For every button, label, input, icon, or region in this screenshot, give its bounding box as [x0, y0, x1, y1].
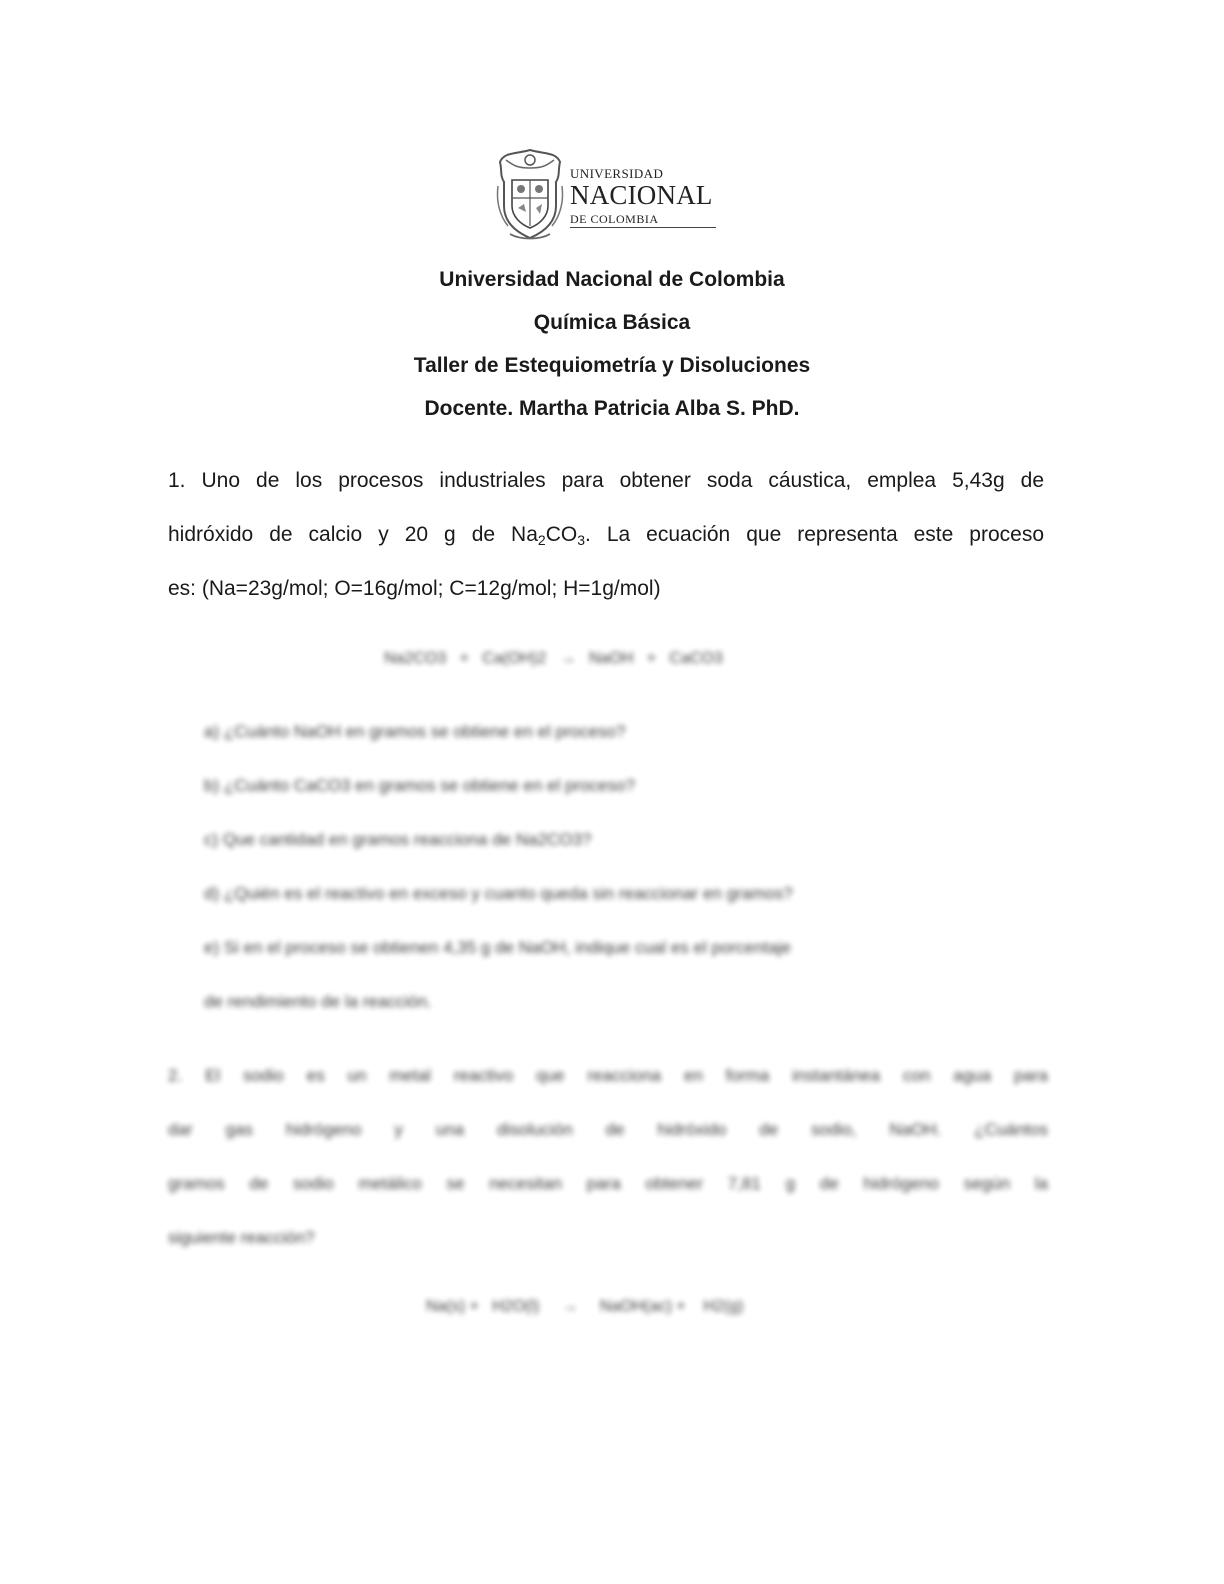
workshop-title: Taller de Estequiometría y Disoluciones	[413, 354, 811, 377]
question-a: a) ¿Cuánto NaOH en gramos se obtiene en el proceso?	[204, 722, 626, 741]
university-logo	[496, 146, 722, 242]
problem-2-line-3: gramos de sodio metálico se necesitan para obtener 7,81 g de hidrógeno según la	[168, 1174, 1048, 1193]
line-2-start: hidróxido de calcio y 20 g de Na	[168, 523, 538, 546]
problem-1-line-3: es: (Na=23g/mol; O=16g/mol; C=12g/mol; H=1g/mol)	[168, 577, 661, 600]
problem-1-line-1: 1. Uno de los procesos industriales para obtener soda cáustica, emplea 5,43g de	[168, 469, 1044, 492]
subscript-2: 2	[537, 532, 546, 548]
teacher-title: Docente. Martha Patricia Alba S. PhD.	[424, 397, 800, 420]
problem-2-statement	[168, 1064, 1048, 1280]
title-block	[0, 266, 1224, 438]
problem-1-questions	[204, 720, 1048, 1044]
question-c: c) Que cantidad en gramos reacciona de Na2CO3?	[204, 830, 592, 849]
logo-line-3: DE COLOMBIA	[570, 212, 659, 226]
problem-2-line-4: siguiente reacción?	[168, 1228, 315, 1247]
subscript-3: 3	[577, 532, 585, 548]
question-b: b) ¿Cuánto CaCO3 en gramos se obtiene en el proceso?	[204, 776, 635, 795]
logo-line-1: UNIVERSIDAD	[570, 166, 664, 181]
problem-2-line-1: 2. El sodio es un metal reactivo que reacciona en forma instantánea con agua para	[168, 1066, 1048, 1085]
line-2-end: . La ecuación que representa este proceso	[585, 523, 1044, 546]
question-e-continued: de rendimiento de la reacción.	[204, 992, 432, 1011]
university-title: Universidad Nacional de Colombia	[439, 268, 785, 291]
reaction-equation-1: Na2CO3 + Ca(OH)2 → NaOH + CaCO3	[384, 650, 723, 667]
course-title: Química Básica	[533, 311, 691, 334]
reaction-equation-2: Na(s) + H2O(l) → NaOH(ac) + H2(g)	[426, 1298, 744, 1315]
problem-1-statement	[168, 466, 1044, 628]
question-d: d) ¿Quién es el reactivo en exceso y cuanto queda sin reaccionar en gramos?	[204, 884, 793, 903]
logo-divider	[570, 227, 716, 228]
question-e: e) Si en el proceso se obtienen 4,35 g de NaOH, indique cual es el porcentaje	[204, 938, 791, 957]
problem-1-line-2	[168, 520, 1044, 574]
line-2-co: CO	[545, 523, 578, 546]
logo-line-2: NACIONAL	[570, 180, 713, 210]
problem-2-line-2: dar gas hidrógeno y una disolución de hidróxido de sodio, NaOH. ¿Cuántos	[168, 1120, 1048, 1139]
crest-icon	[496, 146, 564, 242]
